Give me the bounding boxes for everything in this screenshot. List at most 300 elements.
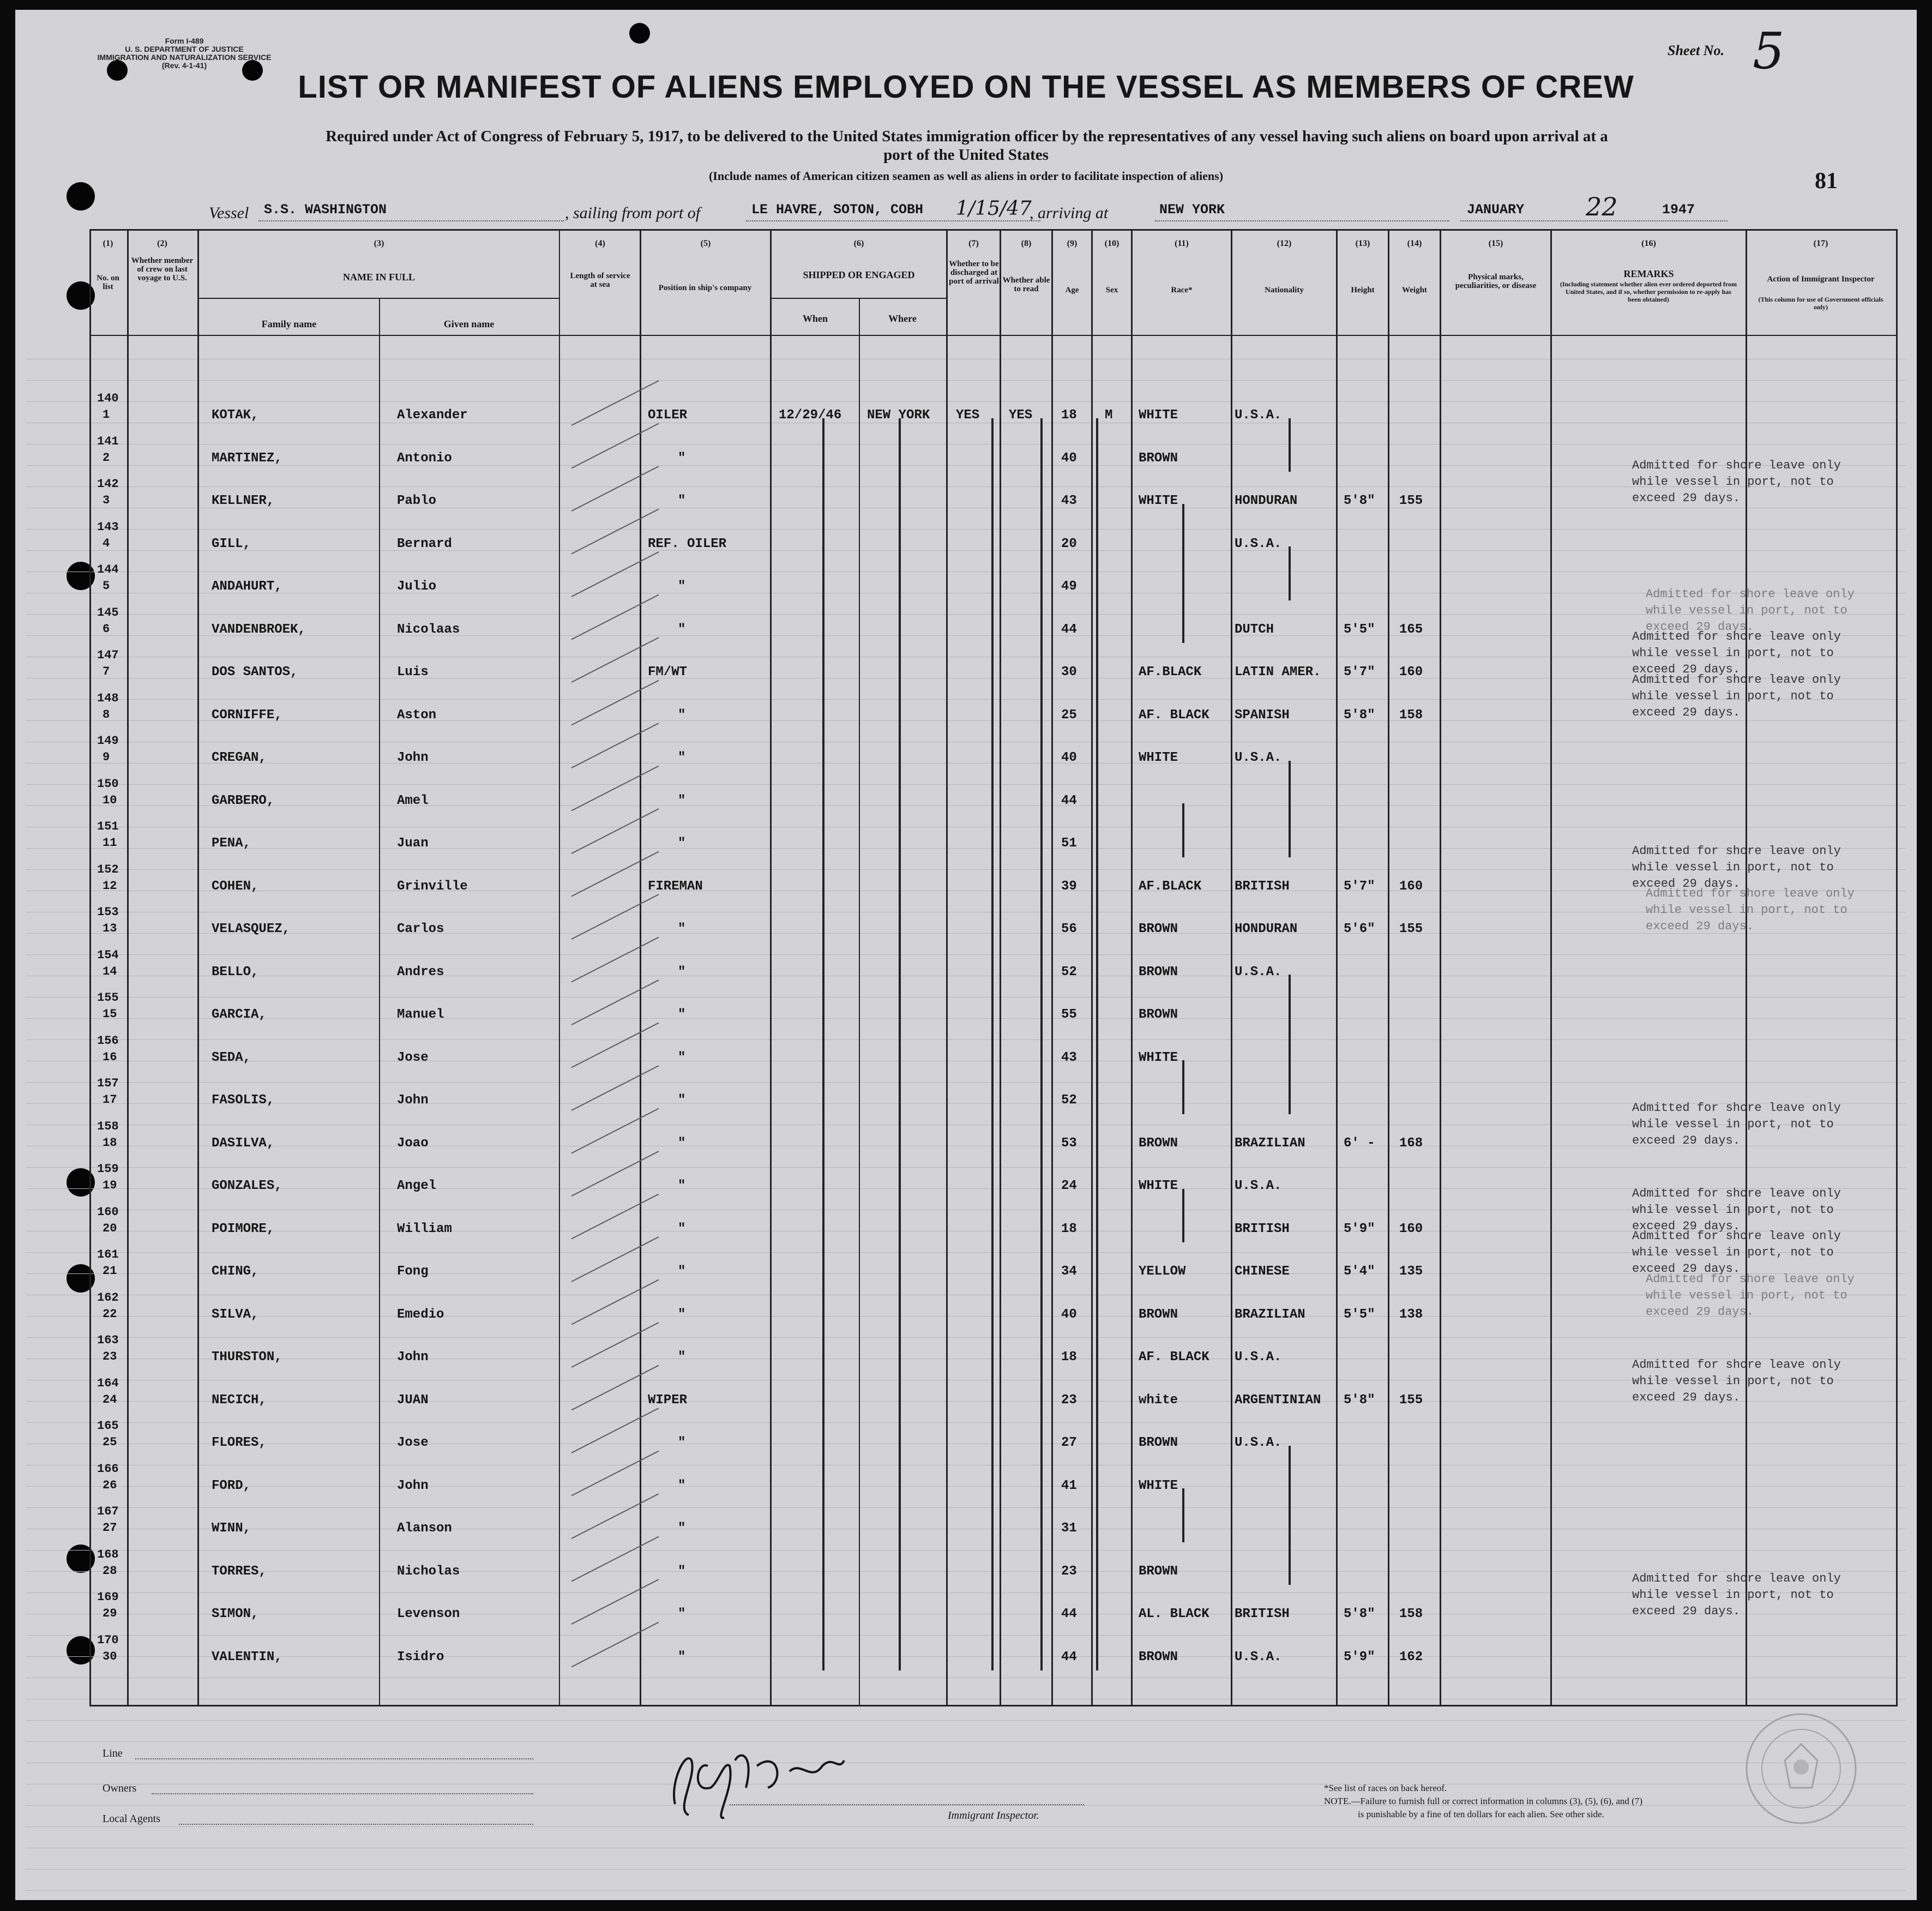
family-name: COHEN, xyxy=(212,879,259,894)
ditto-line xyxy=(991,418,994,1671)
age: 40 xyxy=(1061,750,1077,765)
weight: 138 xyxy=(1399,1307,1423,1322)
line-number: 20 xyxy=(103,1221,117,1235)
nationality: U.S.A. xyxy=(1235,1649,1282,1664)
race: AL. BLACK xyxy=(1139,1607,1209,1621)
age: 49 xyxy=(1061,579,1077,594)
list-number: 157 xyxy=(97,1077,119,1090)
list-number: 163 xyxy=(97,1333,119,1347)
family-name: SIMON, xyxy=(212,1607,259,1621)
discharge: YES xyxy=(956,408,980,423)
family-name: KOTAK, xyxy=(212,408,259,423)
position: " xyxy=(678,1135,686,1151)
family-name: FASOLIS, xyxy=(212,1093,275,1108)
position: " xyxy=(678,494,686,508)
weight: 155 xyxy=(1399,922,1423,936)
sailing-label: , sailing from port of xyxy=(565,204,701,222)
position: " xyxy=(678,1564,686,1579)
family-name: CREGAN, xyxy=(212,750,267,765)
position: " xyxy=(678,1007,686,1022)
subtitle-line-1: Required under Act of Congress of February 5, 1917, to be delivered to the United States immigration officer by the representatives of any vessel having such aliens on board upon arrival at a xyxy=(326,128,1608,145)
ditto-line xyxy=(1096,418,1098,1671)
height: 5'8" xyxy=(1344,494,1375,508)
list-number: 161 xyxy=(97,1248,119,1261)
owners-fill xyxy=(152,1793,533,1794)
list-number: 165 xyxy=(97,1419,119,1433)
family-name: FORD, xyxy=(212,1478,251,1493)
race: BROWN xyxy=(1139,922,1178,936)
agents-fill xyxy=(179,1824,533,1825)
position: " xyxy=(678,1264,686,1279)
line-number: 6 xyxy=(103,622,110,636)
given-name: William xyxy=(397,1221,452,1236)
col-15-number: (15) xyxy=(1488,239,1503,248)
position: " xyxy=(678,1350,686,1365)
age: 27 xyxy=(1061,1435,1077,1450)
table-row xyxy=(15,1120,1917,1163)
table-row xyxy=(15,1291,1917,1334)
race: WHITE xyxy=(1139,494,1178,508)
age: 30 xyxy=(1061,665,1077,680)
height: 5'9" xyxy=(1344,1221,1375,1236)
line-label: Line xyxy=(103,1747,123,1759)
subtitle-line-2: port of the United States xyxy=(883,146,1049,164)
ditto-line xyxy=(1289,1446,1291,1585)
age: 43 xyxy=(1061,494,1077,508)
list-number: 154 xyxy=(97,948,119,962)
col-2-header: Whether member of crew on last voyage to U.S. xyxy=(131,256,194,283)
shore-leave-remark: Admitted for shore leave only while vessel in port, not to exceed 29 days. xyxy=(1646,1272,1855,1319)
given-name: Manuel xyxy=(397,1007,444,1022)
official-seal-stamp xyxy=(1738,1706,1864,1831)
nationality: CHINESE xyxy=(1235,1264,1290,1279)
line-number: 7 xyxy=(103,665,110,678)
nationality: U.S.A. xyxy=(1235,536,1282,551)
col-1-header: No. on list xyxy=(97,274,119,291)
table-row xyxy=(15,1205,1917,1248)
given-name: John xyxy=(397,1093,429,1108)
form-number: Form I-489 xyxy=(165,37,204,45)
family-name: BELLO, xyxy=(212,964,259,979)
age: 43 xyxy=(1061,1050,1077,1065)
given-name: Nicolaas xyxy=(397,622,460,637)
line-number: 12 xyxy=(103,879,117,893)
position: " xyxy=(678,922,686,936)
arrival-port: NEW YORK xyxy=(1159,202,1225,218)
list-number: 151 xyxy=(97,820,119,833)
age: 25 xyxy=(1061,707,1077,723)
col-9-header: Age xyxy=(1065,286,1079,295)
line-number: 25 xyxy=(103,1435,117,1449)
races-note: *See list of races on back hereof. xyxy=(1324,1783,1447,1793)
table-row xyxy=(15,477,1917,520)
col-13-number: (13) xyxy=(1355,239,1370,248)
ditto-line xyxy=(1289,546,1291,600)
family-name: ANDAHURT, xyxy=(212,579,282,594)
col-12-header: Nationality xyxy=(1265,286,1304,295)
age: 41 xyxy=(1061,1478,1077,1493)
line-number: 27 xyxy=(103,1521,117,1535)
line-number: 29 xyxy=(103,1607,117,1620)
line-number: 24 xyxy=(103,1392,117,1407)
nationality: U.S.A. xyxy=(1235,408,1282,423)
family-name: WINN, xyxy=(212,1521,251,1536)
col-4-header: Length of service at sea xyxy=(570,272,630,289)
list-number: 143 xyxy=(97,520,119,534)
table-row xyxy=(15,734,1917,777)
departure-port: LE HAVRE, SOTON, COBH xyxy=(751,202,924,218)
given-name: Juan xyxy=(397,836,429,851)
given-name: Jose xyxy=(397,1435,429,1450)
ditto-line xyxy=(1289,761,1291,857)
table-row xyxy=(15,1034,1917,1077)
sex: M xyxy=(1105,408,1113,423)
col-5-header: Position in ship's company xyxy=(658,284,752,292)
list-number: 145 xyxy=(97,605,119,620)
race: AF.BLACK xyxy=(1139,879,1202,894)
table-row xyxy=(15,563,1917,606)
col-15-header: Physical marks, peculiarities, or disease xyxy=(1455,273,1537,290)
list-number: 167 xyxy=(97,1505,119,1518)
list-number: 141 xyxy=(97,434,119,448)
age: 39 xyxy=(1061,879,1077,894)
table-row xyxy=(15,392,1917,435)
height: 5'5" xyxy=(1344,1307,1375,1322)
list-number: 168 xyxy=(97,1547,119,1561)
col-10-number: (10) xyxy=(1104,239,1120,248)
list-number: 158 xyxy=(97,1119,119,1133)
race: BROWN xyxy=(1139,964,1178,979)
col-7-header: Whether to be discharged at port of arrival xyxy=(949,260,999,286)
line-number: 9 xyxy=(103,750,110,764)
col-16-header: REMARKS xyxy=(1623,268,1674,279)
given-name: Emedio xyxy=(397,1307,444,1322)
table-row xyxy=(15,1077,1917,1120)
family-name: TORRES, xyxy=(212,1564,267,1579)
given-name: Alanson xyxy=(397,1521,452,1536)
table-row xyxy=(15,1590,1917,1633)
col-13-header: Height xyxy=(1351,286,1375,295)
ditto-line xyxy=(899,418,901,1671)
table-row xyxy=(15,648,1917,692)
given-name: Bernard xyxy=(397,536,452,551)
list-number: 160 xyxy=(97,1205,119,1219)
nationality: BRITISH xyxy=(1235,879,1290,894)
given-name: Antonio xyxy=(397,450,452,466)
height: 5'8" xyxy=(1344,1607,1375,1621)
ditto-line xyxy=(1040,418,1043,1671)
table-row xyxy=(15,606,1917,649)
col-14-number: (14) xyxy=(1407,239,1422,248)
col-3-header: NAME IN FULL xyxy=(342,272,415,283)
position: " xyxy=(678,1607,686,1621)
nationality: BRAZILIAN xyxy=(1235,1135,1305,1151)
position: REF. OILER xyxy=(648,536,727,551)
table-row xyxy=(15,1419,1917,1462)
table-row xyxy=(15,948,1917,991)
shore-leave-remark: Admitted for shore leave only while vessel in port, not to exceed 29 days. xyxy=(1632,844,1841,891)
list-number: 164 xyxy=(97,1376,119,1390)
list-number: 149 xyxy=(97,734,119,748)
line-number: 1 xyxy=(103,408,110,422)
race: YELLOW xyxy=(1139,1264,1186,1279)
col-4-number: (4) xyxy=(595,239,605,248)
table-row xyxy=(15,1633,1917,1676)
line-number: 22 xyxy=(103,1307,117,1321)
shipped-when-header: When xyxy=(802,313,828,324)
arriving-label: , arriving at xyxy=(1030,204,1109,222)
line-number: 23 xyxy=(103,1350,117,1363)
nationality: LATIN AMER. xyxy=(1235,665,1321,680)
fine-note-line-1: NOTE.—Failure to furnish full or correct information in columns (3), (5), (6), and (7) xyxy=(1324,1796,1642,1806)
shore-leave-remark: Admitted for shore leave only while vessel in port, not to exceed 29 days. xyxy=(1632,459,1841,505)
position: " xyxy=(678,1649,686,1664)
height: 5'4" xyxy=(1344,1264,1375,1279)
col-11-number: (11) xyxy=(1175,239,1189,248)
family-name-header: Family name xyxy=(261,318,317,329)
line-number: 13 xyxy=(103,922,117,935)
line-number: 14 xyxy=(103,964,117,978)
race: AF. BLACK xyxy=(1139,707,1209,723)
family-name: GARCIA, xyxy=(212,1007,267,1022)
age: 44 xyxy=(1061,1607,1077,1621)
given-name: Andres xyxy=(397,964,444,979)
list-number: 166 xyxy=(97,1462,119,1476)
race: BROWN xyxy=(1139,1135,1178,1151)
table-row xyxy=(15,991,1917,1034)
given-name: Jose xyxy=(397,1050,429,1065)
list-number: 144 xyxy=(97,563,119,576)
ditto-line xyxy=(1289,975,1291,1114)
sheet-number-label: Sheet No. xyxy=(1668,43,1724,58)
inspector-label: Immigrant Inspector. xyxy=(948,1810,1039,1822)
table-row xyxy=(15,1162,1917,1205)
race: BROWN xyxy=(1139,450,1178,466)
table-row xyxy=(15,692,1917,735)
height: 5'7" xyxy=(1344,879,1375,894)
line-number: 8 xyxy=(103,707,110,722)
list-number: 159 xyxy=(97,1162,119,1176)
col-5-number: (5) xyxy=(700,239,711,248)
line-number: 3 xyxy=(103,494,110,507)
given-name: Aston xyxy=(397,707,437,723)
given-name: Carlos xyxy=(397,922,444,936)
ditto-line xyxy=(1182,1488,1184,1542)
list-number: 156 xyxy=(97,1033,119,1048)
nationality: DUTCH xyxy=(1235,622,1274,637)
given-name: Julio xyxy=(397,579,437,594)
line-number: 16 xyxy=(103,1050,117,1064)
age: 51 xyxy=(1061,836,1077,851)
nationality: ARGENTINIAN xyxy=(1235,1392,1321,1408)
col-6-header: SHIPPED OR ENGAGED xyxy=(803,269,915,280)
age: 52 xyxy=(1061,1093,1077,1108)
col-2-number: (2) xyxy=(157,239,167,248)
line-number: 11 xyxy=(103,836,117,850)
family-name: DASILVA, xyxy=(212,1135,275,1151)
given-name: John xyxy=(397,1350,429,1365)
col-10-header: Sex xyxy=(1105,286,1118,295)
race: BROWN xyxy=(1139,1007,1178,1022)
line-number: 26 xyxy=(103,1478,117,1492)
shore-leave-remark: Admitted for shore leave only while vessel in port, not to exceed 29 days. xyxy=(1646,887,1855,933)
shore-leave-remark: Admitted for shore leave only while vessel in port, not to exceed 29 days. xyxy=(1632,1186,1841,1233)
age: 40 xyxy=(1061,1307,1077,1322)
list-number: 153 xyxy=(97,905,119,919)
page-number: 81 xyxy=(1815,169,1838,194)
age: 34 xyxy=(1061,1264,1077,1279)
list-number: 155 xyxy=(97,991,119,1005)
line-number: 4 xyxy=(103,536,110,550)
col-16-number: (16) xyxy=(1641,239,1656,248)
age: 23 xyxy=(1061,1564,1077,1579)
page-title: LIST OR MANIFEST OF ALIENS EMPLOYED ON THE VESSEL AS MEMBERS OF CREW xyxy=(298,69,1634,105)
race: AF.BLACK xyxy=(1139,665,1202,680)
owners-label: Owners xyxy=(103,1782,137,1794)
line-number: 18 xyxy=(103,1135,117,1150)
list-number: 170 xyxy=(97,1633,119,1647)
list-number: 148 xyxy=(97,691,119,705)
position: OILER xyxy=(648,408,688,423)
shore-leave-remark: Admitted for shore leave only while vessel in port, not to exceed 29 days. xyxy=(1632,1357,1841,1404)
age: 53 xyxy=(1061,1135,1077,1151)
family-name: GARBERO, xyxy=(212,793,275,808)
position: " xyxy=(678,836,686,851)
weight: 162 xyxy=(1399,1649,1423,1664)
position: " xyxy=(678,1435,686,1450)
nationality: HONDURAN xyxy=(1235,922,1298,936)
line-number: 2 xyxy=(103,450,110,465)
table-row xyxy=(15,777,1917,820)
vessel-label: Vessel xyxy=(209,204,249,222)
table-row xyxy=(15,863,1917,906)
revision-date: (Rev. 4-1-41) xyxy=(161,61,207,70)
list-number: 147 xyxy=(97,648,119,662)
nationality: BRITISH xyxy=(1235,1221,1290,1236)
given-name: Levenson xyxy=(397,1607,460,1621)
age: 24 xyxy=(1061,1179,1077,1193)
line-number: 17 xyxy=(103,1093,117,1107)
given-name: Pablo xyxy=(397,494,437,508)
weight: 155 xyxy=(1399,1392,1423,1408)
list-number: 150 xyxy=(97,777,119,791)
given-name: Luis xyxy=(397,665,429,680)
family-name: DOS SANTOS, xyxy=(212,665,298,680)
position: " xyxy=(678,1050,686,1065)
given-name: Joao xyxy=(397,1135,429,1151)
col-6-number: (6) xyxy=(853,239,864,248)
weight: 160 xyxy=(1399,879,1423,894)
sheet-number: 5 xyxy=(1753,22,1785,80)
family-name: SILVA, xyxy=(212,1307,259,1322)
age: 23 xyxy=(1061,1392,1077,1408)
height: 5'8" xyxy=(1344,707,1375,723)
position: " xyxy=(678,750,686,765)
given-name: John xyxy=(397,750,429,765)
race: BROWN xyxy=(1139,1564,1178,1579)
age: 20 xyxy=(1061,536,1077,551)
position: " xyxy=(678,1478,686,1493)
position: " xyxy=(678,793,686,808)
nationality: BRITISH xyxy=(1235,1607,1290,1621)
family-name: SEDA, xyxy=(212,1050,251,1065)
given-name: Fong xyxy=(397,1264,429,1279)
vessel-name: S.S. WASHINGTON xyxy=(264,202,387,218)
weight: 158 xyxy=(1399,707,1423,723)
table-row xyxy=(15,905,1917,948)
family-name: KELLNER, xyxy=(212,494,275,508)
race: WHITE xyxy=(1139,1478,1178,1493)
position: " xyxy=(678,1179,686,1193)
position: FM/WT xyxy=(648,665,688,680)
given-name: John xyxy=(397,1478,429,1493)
age: 40 xyxy=(1061,450,1077,466)
arrival-year: 1947 xyxy=(1662,202,1695,218)
nationality: U.S.A. xyxy=(1235,1435,1282,1450)
department-name: U. S. DEPARTMENT OF JUSTICE xyxy=(125,45,244,53)
age: 44 xyxy=(1061,1649,1077,1664)
line-number: 28 xyxy=(103,1564,117,1578)
height: 5'9" xyxy=(1344,1649,1375,1664)
shore-leave-remark: Admitted for shore leave only while vessel in port, not to exceed 29 days. xyxy=(1632,630,1841,676)
col-7-number: (7) xyxy=(968,239,979,248)
given-name: Angel xyxy=(397,1179,437,1193)
col-12-number: (12) xyxy=(1277,239,1292,248)
col-8-number: (8) xyxy=(1021,239,1032,248)
age: 18 xyxy=(1061,1221,1077,1236)
position: FIREMAN xyxy=(648,879,703,894)
fine-note-line-2: is punishable by a fine of ten dollars for each alien. See other side. xyxy=(1358,1809,1604,1819)
departure-date: 1/15/47 xyxy=(956,197,1032,220)
table-row xyxy=(15,1548,1917,1591)
service-name: IMMIGRATION AND NATURALIZATION SERVICE xyxy=(97,53,272,62)
manifest-sheet xyxy=(15,10,1917,1900)
position: " xyxy=(678,622,686,637)
inspector-signature xyxy=(659,1728,855,1826)
weight: 160 xyxy=(1399,665,1423,680)
list-number: 162 xyxy=(97,1290,119,1305)
race: WHITE xyxy=(1139,408,1178,423)
col-11-header: Race* xyxy=(1171,286,1193,295)
given-name: Amel xyxy=(397,793,429,808)
position: " xyxy=(678,707,686,723)
table-row xyxy=(15,435,1917,478)
family-name: VANDENBROEK, xyxy=(212,622,306,637)
given-name: Grinville xyxy=(397,879,468,894)
include-note: (Include names of American citizen seamen as well as aliens in order to facilitate inspection of aliens) xyxy=(708,169,1224,183)
line-number: 5 xyxy=(103,579,110,593)
nationality: U.S.A. xyxy=(1235,964,1282,979)
height: 5'7" xyxy=(1344,665,1375,680)
age: 44 xyxy=(1061,793,1077,808)
list-number: 142 xyxy=(97,477,119,491)
col-1-number: (1) xyxy=(103,239,113,248)
table-row xyxy=(15,520,1917,563)
line-number: 10 xyxy=(103,793,117,807)
table-row xyxy=(15,1377,1917,1420)
position: " xyxy=(678,450,686,466)
ditto-line xyxy=(1182,803,1184,857)
height: 5'8" xyxy=(1344,1392,1375,1408)
weight: 160 xyxy=(1399,1221,1423,1236)
ditto-line xyxy=(1289,418,1291,472)
ditto-line xyxy=(1182,1189,1184,1243)
line-number: 19 xyxy=(103,1179,117,1192)
given-name: Alexander xyxy=(397,408,468,423)
shipped-where-header: Where xyxy=(888,313,917,324)
shipped-where: NEW YORK xyxy=(867,408,930,423)
table-row xyxy=(15,1505,1917,1548)
